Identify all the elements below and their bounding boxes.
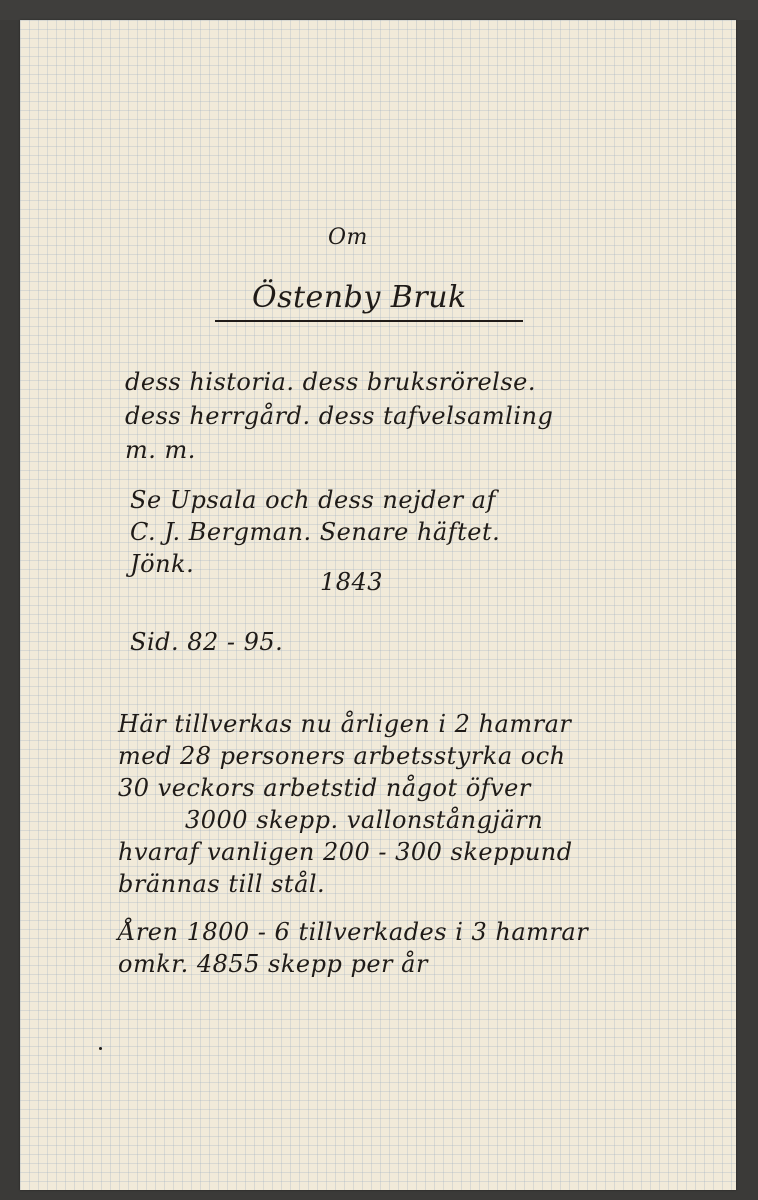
heading-om: Om (328, 225, 368, 250)
text-line: 1843 (320, 568, 384, 596)
text-line: dess herrgård. dess tafvelsamling (125, 402, 554, 430)
text-line: med 28 personers arbetsstyrka och (118, 742, 566, 770)
text-line: m. m. (125, 436, 196, 464)
text-line: Sid. 82 - 95. (130, 628, 284, 656)
text-line: hvaraf vanligen 200 - 300 skeppund (118, 838, 573, 866)
text-line: 3000 skepp. vallonstångjärn (185, 806, 544, 834)
text-line: dess historia. dess bruksrörelse. (125, 368, 536, 396)
text-line: Se Upsala och dess nejder af (130, 486, 496, 514)
manuscript-page (20, 20, 736, 1190)
text-line: omkr. 4855 skepp per år (118, 950, 428, 978)
text-line: Här tillverkas nu årligen i 2 hamrar (118, 710, 572, 738)
page-title: Östenby Bruk (252, 280, 467, 315)
text-line: Jönk. (130, 550, 195, 578)
text-line: C. J. Bergman. Senare häftet. (130, 518, 501, 546)
text-line: Åren 1800 - 6 tillverkades i 3 hamrar (118, 918, 589, 946)
scan-border (0, 0, 758, 20)
text-line: brännas till stål. (118, 870, 326, 898)
text-line: 30 veckors arbetstid något öfver (118, 774, 531, 802)
ink-dot (99, 1047, 102, 1050)
title-underline (215, 320, 523, 322)
